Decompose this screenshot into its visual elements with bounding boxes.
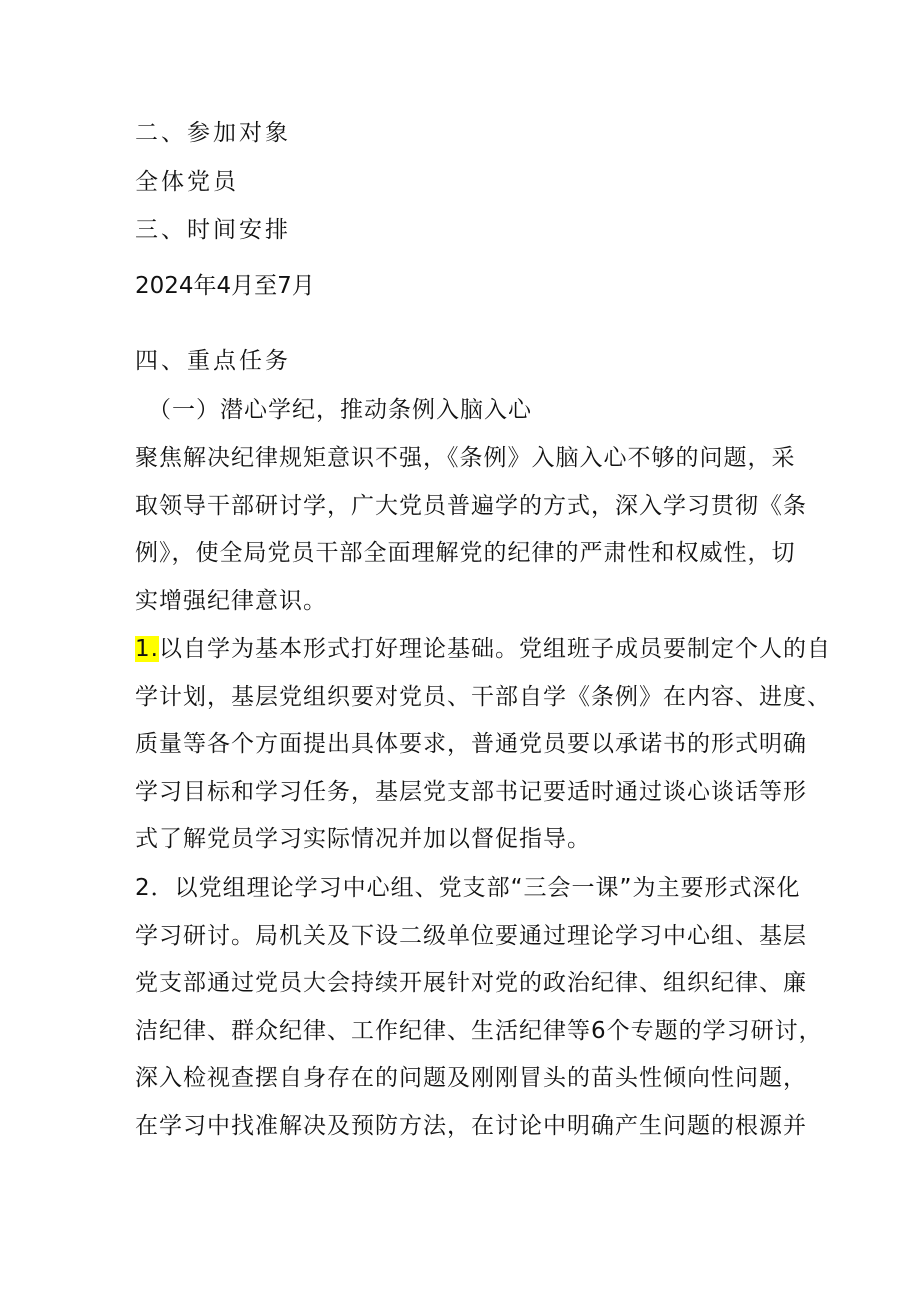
item-1-first-line: 以自学为基本形式打好理论基础。党组班子成员要制定个人的自 xyxy=(158,636,831,662)
schedule-text: 2024年4月至7月 xyxy=(135,273,315,299)
item-1-line: 式了解党员学习实际情况并加以督促指导。 xyxy=(135,826,591,852)
heading-tasks: 四、重点任务 xyxy=(135,348,291,374)
intro-paragraph xyxy=(135,435,815,625)
heading-schedule: 三、时间安排 xyxy=(135,217,291,243)
item-1-number-highlight: 1. xyxy=(135,636,159,662)
item-1-line: 质量等各个方面提出具体要求，普通党员要以承诺书的形式明确 xyxy=(135,731,807,757)
item-1-line: 学习目标和学习任务，基层党支部书记要适时通过谈心谈话等形 xyxy=(135,778,807,805)
heading-participants: 二、参加对象 xyxy=(135,120,291,146)
item-2-line: 洁纪律、群众纪律、工作纪律、生活纪律等6个专题的学习研讨， xyxy=(135,1017,823,1044)
subheading-1: （一）潜心学纪，推动条例入脑入心 xyxy=(148,397,532,423)
participants-text: 全体党员 xyxy=(135,169,239,195)
intro-line: 例》，使全局党员干部全面理解党的纪律的严肃性和权威性，切 xyxy=(135,540,796,566)
item-2-line: 在学习中找准解决及预防方法，在讨论中明确产生问题的根源并 xyxy=(135,1112,807,1139)
item-1-paragraph xyxy=(135,626,831,864)
intro-line: 实增强纪律意识。 xyxy=(135,587,327,614)
intro-line: 聚焦解决纪律规矩意识不强，《条例》入脑入心不够的问题，采 xyxy=(135,445,796,471)
item-2-line: 深入检视查摆自身存在的问题及刚刚冒头的苗头性倾向性问题， xyxy=(135,1065,807,1091)
item-2-line: 2．以党组理论学习中心组、党支部“三会一课”为主要形式深化 xyxy=(135,875,801,901)
item-1-line xyxy=(135,626,831,674)
item-2-paragraph xyxy=(135,865,823,1150)
item-2-line: 学习研讨。局机关及下设二级单位要通过理论学习中心组、基层 xyxy=(135,922,807,949)
item-1-line: 学计划，基层党组织要对党员、干部自学《条例》在内容、进度、 xyxy=(135,683,831,710)
item-2-line: 党支部通过党员大会持续开展针对党的政治纪律、组织纪律、廉 xyxy=(135,970,807,996)
intro-line: 取领导干部研讨学，广大党员普遍学的方式，深入学习贯彻《条 xyxy=(135,492,807,519)
